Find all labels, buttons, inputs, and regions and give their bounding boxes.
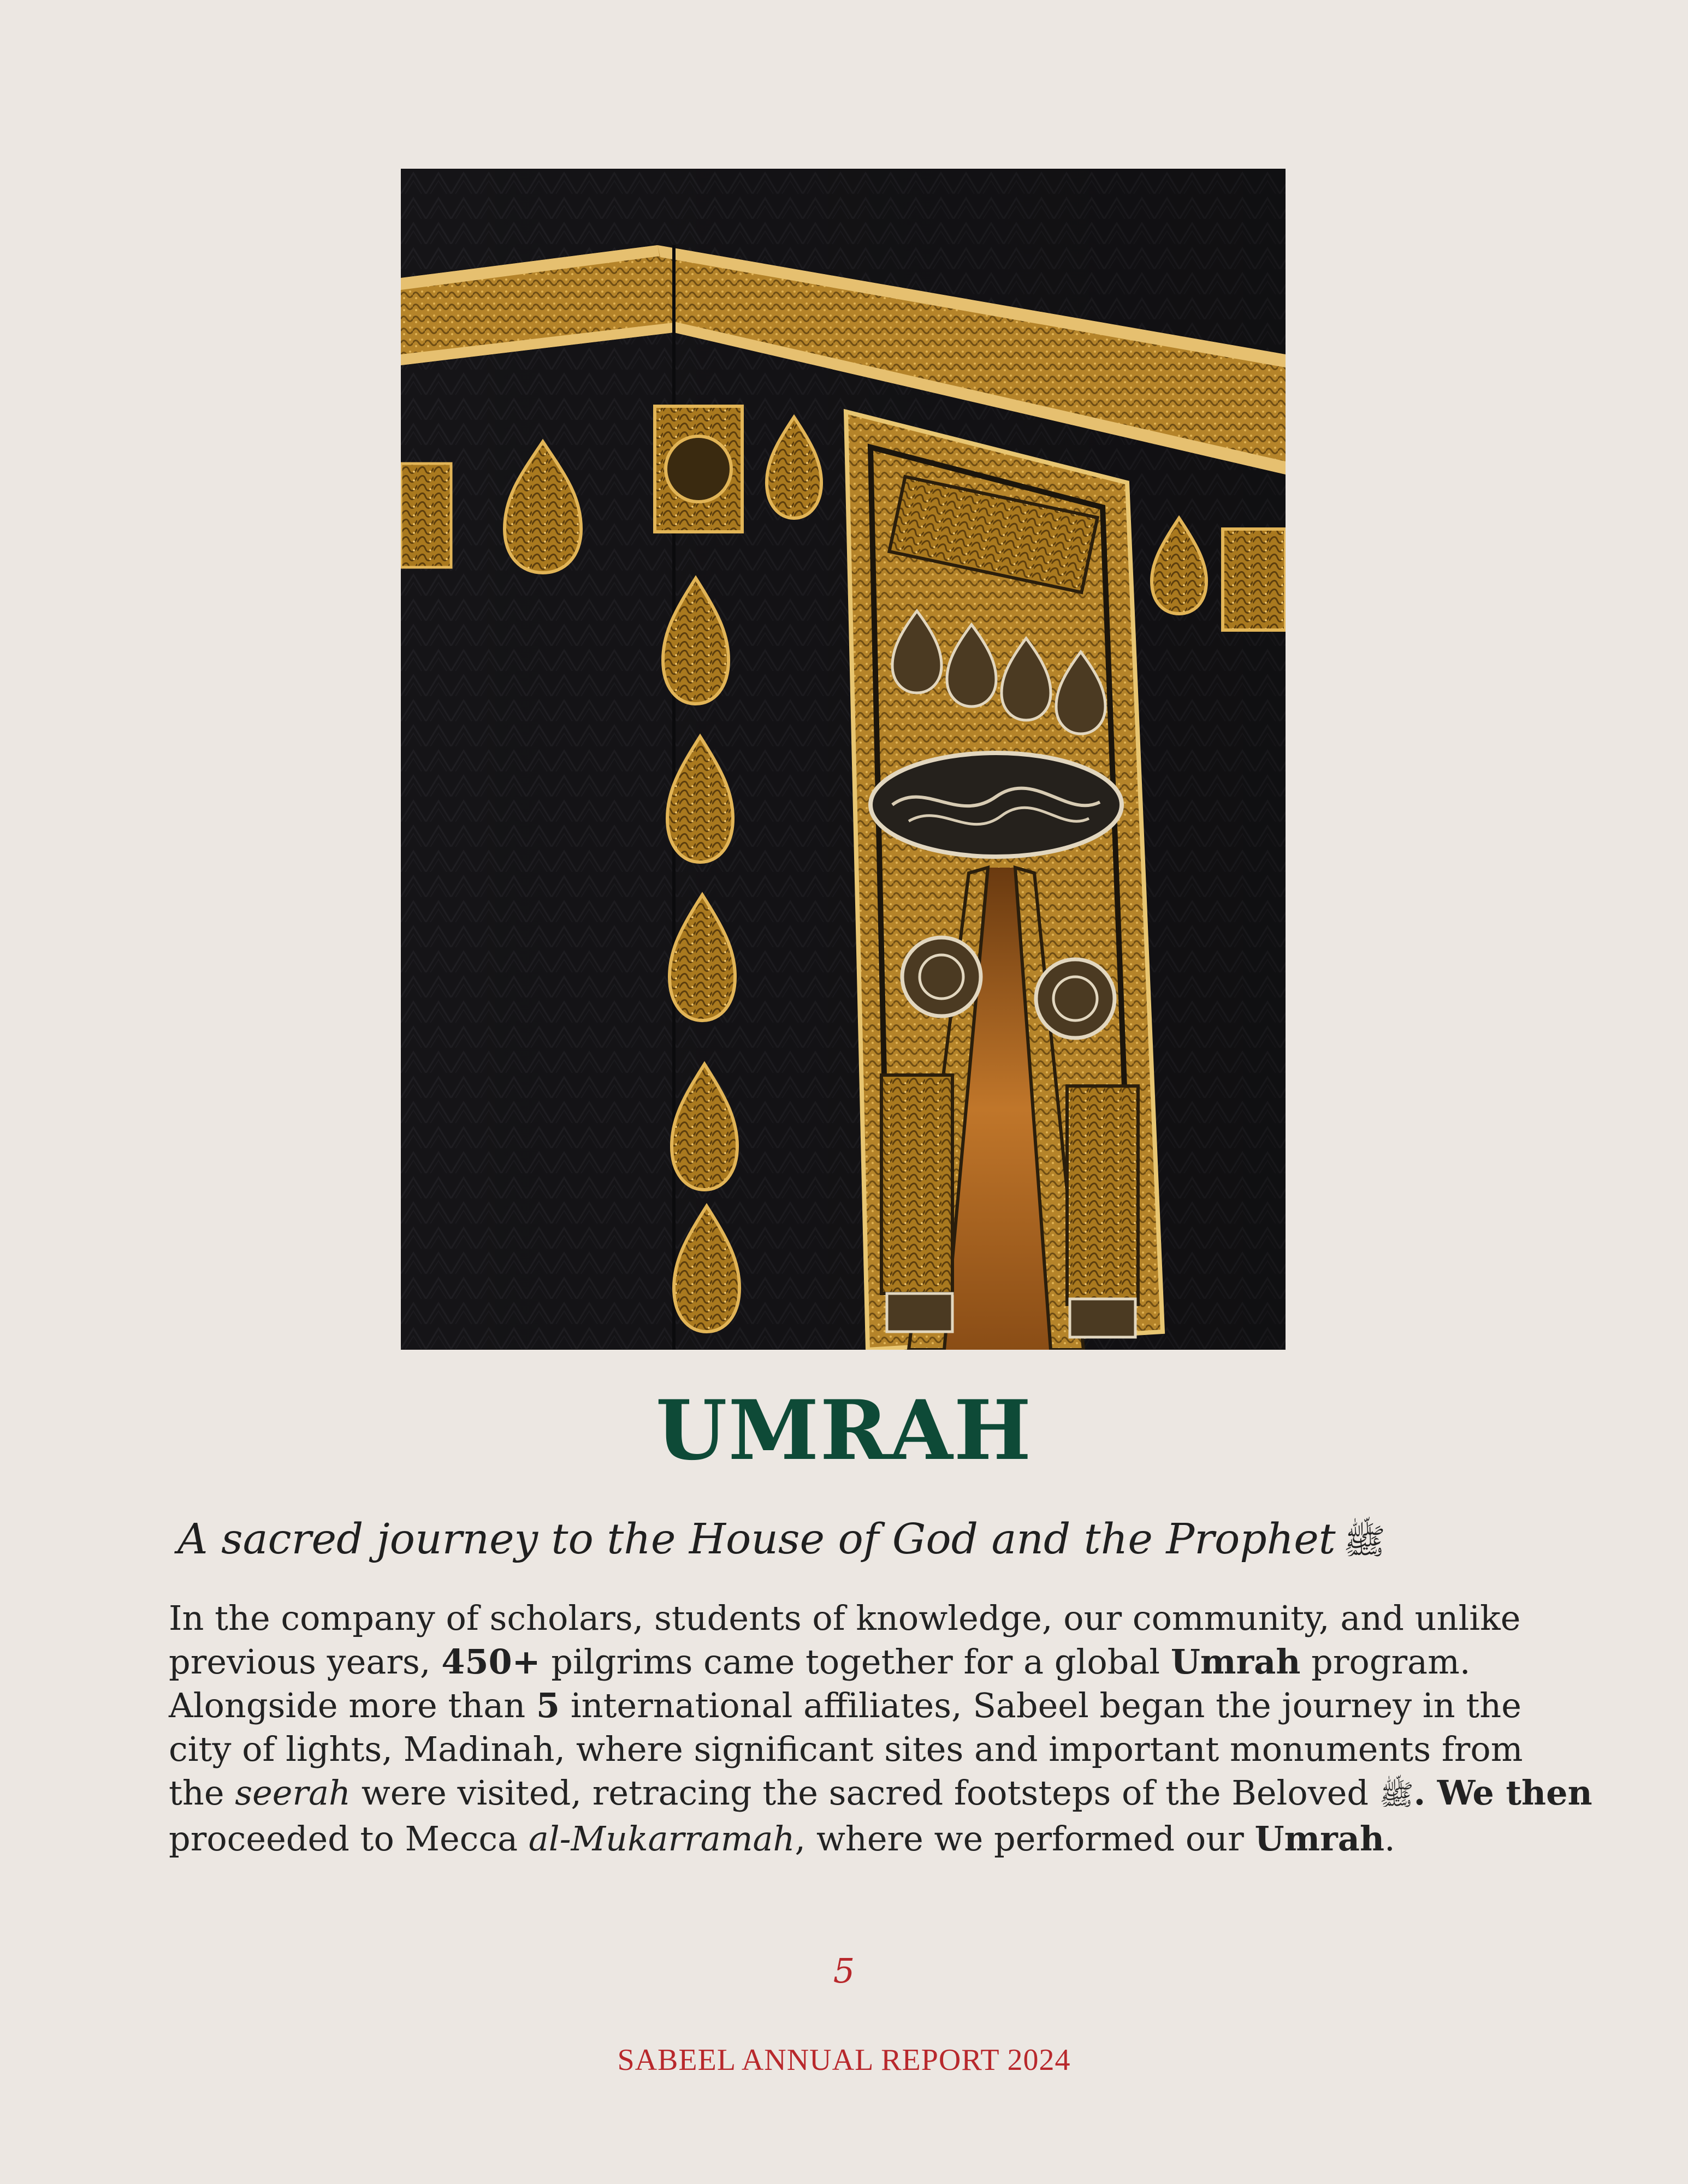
mukarramah-emphasis: al-Mukarramah <box>528 1819 795 1859</box>
body-text-segment: proceeded to Mecca <box>169 1819 529 1859</box>
report-footer: SABEEL ANNUAL REPORT 2024 <box>617 2043 1071 2077</box>
body-line-1: In the company of scholars, students of knowledge, our community, and unlike <box>169 1598 1521 1638</box>
subtitle-text: A sacred journey to the House of God and the Prophet <box>177 1515 1336 1564</box>
body-text-segment: international affiliates, Sabeel began the journey in the <box>560 1686 1521 1725</box>
umrah-emphasis: Umrah <box>1170 1642 1301 1682</box>
seerah-emphasis: seerah <box>235 1773 351 1813</box>
umrah-emphasis: Umrah <box>1254 1819 1385 1859</box>
kaaba-photo <box>401 169 1286 1350</box>
body-text-segment: . We then <box>1413 1773 1592 1813</box>
pilgrim-count: 450+ <box>441 1642 541 1682</box>
page-title: UMRAH <box>655 1382 1033 1479</box>
body-text-segment: were visited, retracing the sacred footsteps of the Beloved <box>350 1773 1379 1813</box>
body-text-segment: . <box>1384 1819 1395 1859</box>
subtitle <box>177 1507 1543 1575</box>
body-line-2 <box>169 1640 1589 1684</box>
kaaba-illustration <box>401 169 1286 1350</box>
body-text-segment: Alongside more than <box>169 1686 536 1725</box>
body-text-segment: program. <box>1300 1642 1471 1682</box>
body-text-segment: previous years, <box>169 1642 442 1682</box>
salawat-symbol: ﷺ <box>1343 1522 1386 1562</box>
body-line-5 <box>169 1771 1592 1817</box>
body-text-segment: , where we performed our <box>795 1819 1255 1859</box>
salawat-symbol: ﷺ <box>1379 1779 1414 1812</box>
body-text-segment: the <box>169 1773 235 1813</box>
body-text-segment: pilgrims came together for a global <box>540 1642 1171 1682</box>
body-line-6 <box>169 1817 1589 1861</box>
body-line-4: city of lights, Madinah, where significant sites and important monuments from <box>169 1729 1523 1769</box>
affiliate-count: 5 <box>536 1686 560 1725</box>
body-line-3 <box>169 1684 1589 1728</box>
page-number: 5 <box>833 1951 855 1991</box>
body-paragraph <box>169 1597 1592 1861</box>
